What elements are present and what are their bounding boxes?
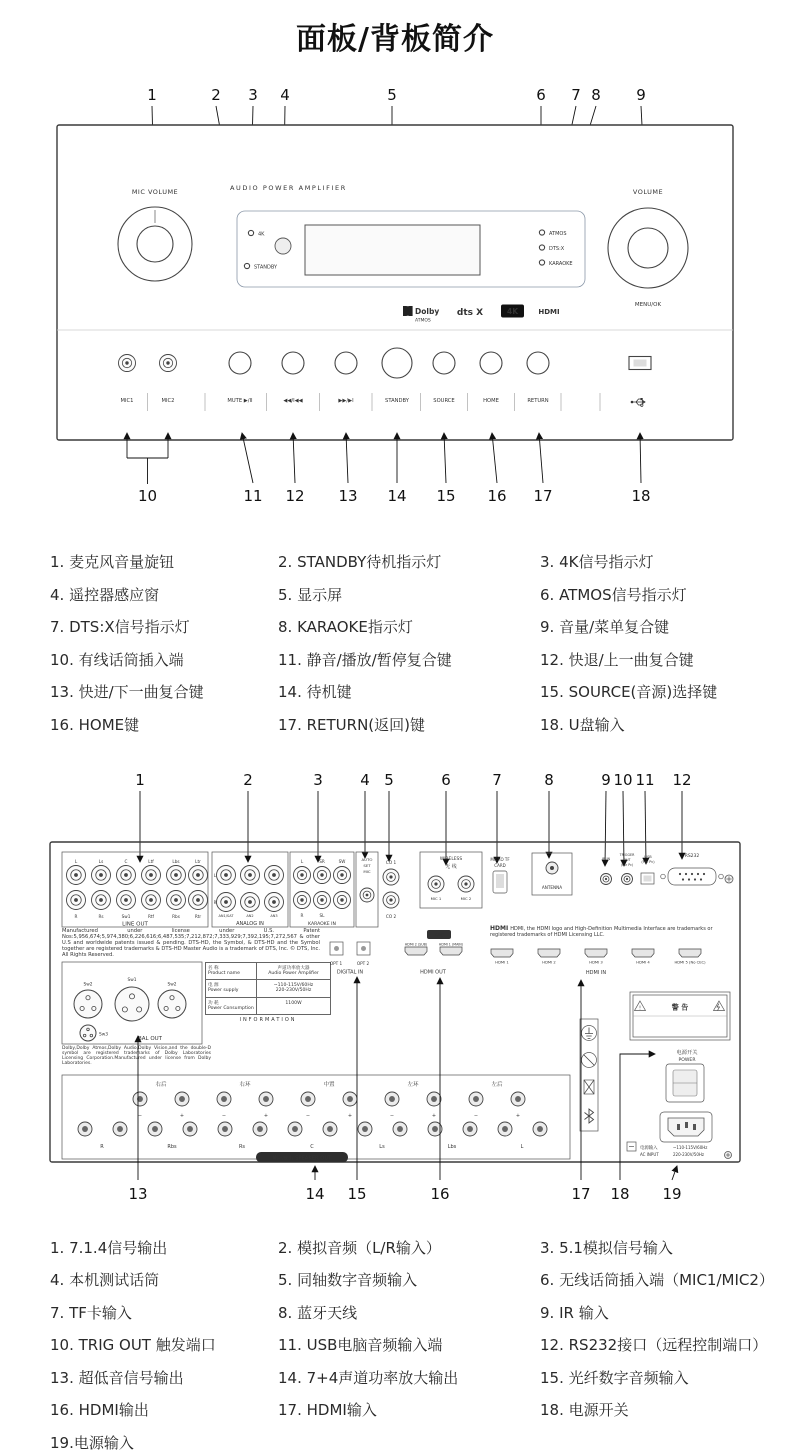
analog-in-section <box>212 852 288 927</box>
svg-text:左后: 左后 <box>491 1081 503 1088</box>
power-switch-section <box>666 1048 704 1102</box>
back-panel-svg <box>0 767 790 1227</box>
karaoke-in-jacks <box>294 866 351 908</box>
callout-n9: 9 <box>636 86 646 104</box>
svg-text:MIC: MIC <box>363 868 371 874</box>
callout-b2: 2 <box>243 770 253 789</box>
return-button <box>527 352 549 374</box>
svg-text:AN1/SAT: AN1/SAT <box>218 913 234 918</box>
hdmi-in-port <box>585 949 607 957</box>
callout-b18: 18 <box>610 1184 630 1203</box>
legend-item: 13. 超低音信号输出 <box>50 1368 184 1387</box>
svg-text:C: C <box>310 1143 314 1150</box>
remote-sensor-window <box>275 238 291 254</box>
svg-text:TRIGGER: TRIGGER <box>619 852 635 857</box>
legend-item: 5. 同轴数字音频输入 <box>278 1271 418 1289</box>
callout-b7: 7 <box>492 770 502 789</box>
svg-text:AN3: AN3 <box>270 913 278 918</box>
svg-text:Sw3: Sw3 <box>99 1032 108 1037</box>
legend-item: 9. IR 输入 <box>540 1303 609 1322</box>
legend-item: 7. TF卡输入 <box>50 1303 132 1322</box>
svg-text:KARAOKE: KARAOKE <box>549 261 573 267</box>
ground-icon <box>582 1025 597 1040</box>
svg-text:−: − <box>137 1112 143 1119</box>
auto-set-mic-jack <box>360 888 374 902</box>
hdmi-in-port <box>491 949 513 957</box>
svg-text:HDMI 1: HDMI 1 <box>495 960 509 964</box>
svg-text:OPT 2: OPT 2 <box>356 960 370 966</box>
legend-item: 12. 快退/上一曲复合键 <box>540 650 694 669</box>
svg-text:HDMI 3: HDMI 3 <box>589 960 603 964</box>
svg-text:−: − <box>389 1112 395 1119</box>
hdmi-in-port <box>538 949 560 957</box>
callout-b1: 1 <box>135 770 145 789</box>
svg-text:WIRELESS: WIRELESS <box>439 856 463 862</box>
svg-text:AN2: AN2 <box>246 913 254 918</box>
4k-indicator-led <box>248 230 253 235</box>
svg-text:−: − <box>473 1112 479 1119</box>
svg-text:C: C <box>124 858 128 864</box>
svg-text:右环: 右环 <box>239 1081 251 1088</box>
mute-play-button <box>229 352 251 374</box>
analog-in-jacks <box>217 865 284 911</box>
callout-n13: 13 <box>338 487 358 505</box>
svg-text:MIC 1: MIC 1 <box>430 895 442 901</box>
manual-page <box>0 14 790 1452</box>
bal-out-section <box>62 962 202 1044</box>
legend-item: 9. 音量/菜单复合键 <box>540 618 670 636</box>
svg-text:左环: 左环 <box>407 1081 419 1088</box>
svg-text:+: + <box>347 1112 353 1119</box>
svg-text:STANDBY: STANDBY <box>254 264 278 271</box>
prohibition-icon <box>582 1052 597 1067</box>
patent-text: Manufactured under license under U.S. Patent Nos:5,956,674;5,974,380;6,226,616;6,487,535;7,212,872;7,333,929;7,392,195;7,272,567 & other U.S and worldwide patents issued & pending. DTS-HD, the Symbol, & DTS-HD and the Symbol together are registered trademarks & DTS-HD Master Audio is a trademark of DTS, Inc. © DTS, Inc. All Rights Reserved. <box>62 927 320 958</box>
svg-text:L: L <box>300 858 304 864</box>
legend-item: 1. 麦克风音量旋钮 <box>50 553 175 571</box>
hdmi-out-port <box>440 947 462 955</box>
display-screen <box>305 225 480 275</box>
svg-text:OUT: OUT <box>623 857 631 862</box>
svg-text:HDMI 1 (MAIN): HDMI 1 (MAIN) <box>438 942 464 946</box>
page-title: 面板/背板简介 <box>296 22 494 57</box>
wireless-mic-section <box>420 852 482 908</box>
legend-item: 3. 4K信号指示灯 <box>540 553 654 571</box>
callout-b3: 3 <box>313 770 323 789</box>
callout-n16: 16 <box>487 487 507 505</box>
svg-text:MIC1: MIC1 <box>120 398 134 404</box>
front-panel-diagram <box>0 80 790 525</box>
legend-item: 19.电源输入 <box>50 1433 134 1452</box>
legend-item: 2. 模拟音频（L/R输入） <box>278 1238 441 1257</box>
svg-text:Rs: Rs <box>238 1143 246 1150</box>
back-legend <box>0 1237 790 1453</box>
lightning-triangle-icon <box>714 1001 725 1011</box>
svg-text:Rbs: Rbs <box>167 1143 177 1150</box>
svg-text:+: + <box>431 1112 437 1119</box>
callout-n5: 5 <box>387 86 397 104</box>
svg-text:Ltr: Ltr <box>195 858 201 864</box>
svg-text:警 告: 警 告 <box>671 1003 689 1011</box>
coaxial-section <box>383 860 399 919</box>
callout-n18: 18 <box>631 487 651 505</box>
svg-text:CO 2: CO 2 <box>385 913 397 919</box>
svg-text:Rtr: Rtr <box>194 913 202 919</box>
svg-text:HDMI 5 (No CEC): HDMI 5 (No CEC) <box>674 960 706 964</box>
information-table: 名 称 Product name 声道功率放大器 Audio Power Amplifier 电 源 Power supply ~110-115V/60Hz 220-230V/50Hz 功 耗 Power Consumption 1100W INFORMATION <box>205 962 331 1024</box>
front-legend <box>0 551 790 735</box>
digital-in-section <box>330 942 370 976</box>
svg-text:Lbs: Lbs <box>172 858 180 864</box>
bal-out-xlr <box>74 987 186 1041</box>
callout-n3: 3 <box>248 86 258 104</box>
svg-text:(For Pc): (For Pc) <box>641 859 655 864</box>
svg-text:喇叭输出 SPEAKER OUT: 喇叭输出 SPEAKER OUT <box>272 1155 332 1161</box>
speaker-posts-row2 <box>78 1122 547 1136</box>
svg-text:MIC2: MIC2 <box>161 398 175 404</box>
svg-text:HDMI 2 (SUB): HDMI 2 (SUB) <box>404 942 428 946</box>
svg-text:MIC 2: MIC 2 <box>460 895 472 901</box>
dolby-logo: Dolby <box>415 307 440 316</box>
svg-text:Sw1: Sw1 <box>121 913 131 919</box>
callout-n2: 2 <box>211 86 221 104</box>
hdmi-logo: HDMI <box>490 924 509 932</box>
legend-item: 4. 遥控器感应窗 <box>50 585 160 604</box>
svg-text:SOURCE: SOURCE <box>433 398 455 404</box>
tf-card-slot-inner <box>496 874 504 888</box>
karaoke-indicator-led <box>539 260 544 265</box>
svg-text:Ls: Ls <box>98 858 104 864</box>
svg-text:−: − <box>221 1112 227 1119</box>
callout-n8: 8 <box>591 86 601 104</box>
callout-n4: 4 <box>280 86 290 104</box>
legend-item: 14. 待机键 <box>278 683 352 701</box>
svg-text:RETURN: RETURN <box>527 398 549 404</box>
home-button <box>480 352 502 374</box>
callout-b12: 12 <box>672 770 692 789</box>
ac-inlet-section <box>627 1112 712 1157</box>
legend-item: 8. 蓝牙天线 <box>278 1303 358 1322</box>
svg-text:MENU/OK: MENU/OK <box>634 302 662 308</box>
svg-text:右后: 右后 <box>155 1081 167 1088</box>
svg-text:POWER: POWER <box>678 1057 696 1063</box>
legend-item: 14. 7+4声道功率放大输出 <box>278 1368 459 1387</box>
hdmi-in-section <box>491 949 706 976</box>
svg-text:ANTENNA: ANTENNA <box>541 884 563 890</box>
svg-text:MICRO TF: MICRO TF <box>490 856 510 862</box>
back-callouts-bottom <box>128 977 681 1203</box>
svg-text:SW: SW <box>338 858 346 864</box>
crossed-box-icon <box>584 1080 594 1094</box>
svg-text:HDMI IN: HDMI IN <box>585 969 607 976</box>
amp-title: AUDIO POWER AMPLIFIER <box>230 184 347 192</box>
svg-text:USB: USB <box>644 854 652 859</box>
callout-n17: 17 <box>533 487 553 505</box>
callout-b16: 16 <box>430 1184 450 1203</box>
callout-b14: 14 <box>305 1184 325 1203</box>
legend-item: 5. 显示屏 <box>278 585 343 604</box>
svg-text:LINE OUT: LINE OUT <box>122 921 148 927</box>
legend-item: 10. 有线话筒插入端 <box>50 650 184 669</box>
svg-text:▶▶/▶I: ▶▶/▶I <box>338 398 354 404</box>
svg-text:L: L <box>213 872 217 878</box>
svg-text:4K: 4K <box>258 231 265 238</box>
svg-text:Sw1: Sw1 <box>127 977 137 983</box>
legend-item: 1. 7.1.4信号输出 <box>50 1238 168 1257</box>
hdmi-in-port <box>679 949 701 957</box>
svg-text:◀◀/I◀◀: ◀◀/I◀◀ <box>283 398 303 404</box>
legend-item: 10. TRIG OUT 触发端口 <box>50 1336 216 1354</box>
svg-text:MIC VOLUME: MIC VOLUME <box>131 188 179 196</box>
svg-text:R: R <box>213 899 217 905</box>
svg-text:中置: 中置 <box>323 1081 335 1088</box>
svg-text:CARD: CARD <box>494 862 506 868</box>
dts-logo: dts X <box>456 308 484 318</box>
svg-text:SET: SET <box>363 862 371 868</box>
svg-text:ATMOS: ATMOS <box>549 231 567 237</box>
callout-n7: 7 <box>571 86 581 104</box>
usb-port-inner <box>634 360 647 367</box>
svg-text:VOLUME: VOLUME <box>632 188 664 196</box>
svg-text:MUTE ▶/II: MUTE ▶/II <box>227 398 253 404</box>
svg-text:L: L <box>74 858 78 864</box>
back-panel-diagram <box>0 767 790 1227</box>
antenna-section <box>532 853 572 895</box>
tf-card-section <box>490 857 510 893</box>
legend-item: 6. ATMOS信号指示灯 <box>540 585 687 604</box>
legend-item: 4. 本机测试话筒 <box>50 1271 160 1289</box>
legend-item: 11. USB电脑音频输入端 <box>278 1336 443 1354</box>
svg-text:AUTO: AUTO <box>361 856 373 862</box>
legend-item: 15. SOURCE(音源)选择键 <box>540 683 718 701</box>
legend-item: 3. 5.1模拟信号输入 <box>540 1238 673 1257</box>
callout-b13: 13 <box>128 1184 148 1203</box>
dolby-license-text: Dolby,Dolby Atmos,Dolby Audio,Dolby Vision,and the double-D symbol are registered trademarks of Dolby Laboratories Licensing Corporation.Manufactured under license from Dolby Laboratories. <box>62 1045 211 1067</box>
callout-n15: 15 <box>436 487 456 505</box>
legend-item: 15. 光纤数字音频输入 <box>540 1368 689 1387</box>
legend-item: 13. 快进/下一曲复合键 <box>50 683 204 701</box>
standby-indicator-led <box>244 263 249 268</box>
svg-text:ARC: ARC <box>434 932 444 938</box>
wireless-mic-jacks <box>428 876 474 892</box>
legend-item: 11. 静音/播放/暂停复合键 <box>278 650 452 669</box>
callout-b5: 5 <box>384 770 394 789</box>
legend-item: 16. HOME键 <box>50 715 140 734</box>
callout-b17: 17 <box>571 1184 591 1203</box>
legend-item: 18. 电源开关 <box>540 1401 629 1419</box>
svg-text:无 线: 无 线 <box>445 863 457 870</box>
svg-text:+: + <box>263 1112 269 1119</box>
callout-b9: 9 <box>601 770 611 789</box>
svg-text:~110-115V/60Hz: ~110-115V/60Hz <box>673 1144 708 1150</box>
callout-n6: 6 <box>536 86 546 104</box>
speaker-posts-row1 <box>133 1092 525 1106</box>
svg-text:STANDBY: STANDBY <box>385 398 409 404</box>
line-out-jacks <box>67 865 208 909</box>
svg-text:Rtf: Rtf <box>147 913 155 919</box>
legend-item: 8. KARAOKE指示灯 <box>278 618 413 636</box>
callout-n12: 12 <box>285 487 305 505</box>
svg-text:L: L <box>520 1143 524 1150</box>
ir-trigger-jacks <box>601 873 633 884</box>
svg-text:R: R <box>300 912 304 918</box>
karaoke-in-section <box>290 852 354 927</box>
svg-text:4K: 4K <box>506 307 519 316</box>
line-out-section <box>62 852 208 928</box>
callout-n1: 1 <box>147 86 157 104</box>
svg-text:电源开关: 电源开关 <box>676 1049 698 1056</box>
svg-text:R: R <box>100 1143 104 1150</box>
hdmi-trademark-text: HDMI HDMI, the HDMI logo and High-Definition Multimedia Interface are trademarks or registered trademarks of HDMI Licensing LLC. <box>490 924 713 938</box>
svg-text:Sw2: Sw2 <box>167 982 177 987</box>
svg-text:ANALOG IN: ANALOG IN <box>236 920 264 927</box>
callout-b10: 10 <box>613 770 633 789</box>
callout-b19: 19 <box>662 1184 682 1203</box>
hdmi-out-port <box>405 947 427 955</box>
callout-b15: 15 <box>347 1184 367 1203</box>
svg-text:AC INPUT: AC INPUT <box>640 1151 659 1157</box>
svg-text:Ltf: Ltf <box>148 858 154 864</box>
safety-icons-strip <box>580 1019 598 1131</box>
coaxial-jacks <box>383 869 399 908</box>
svg-text:SL: SL <box>319 912 325 918</box>
callout-b8: 8 <box>544 770 554 789</box>
callout-n11: 11 <box>243 487 263 505</box>
svg-text:HOME: HOME <box>483 398 499 404</box>
next-button <box>335 352 357 374</box>
svg-text:Ls: Ls <box>379 1143 385 1150</box>
legend-item: 6. 无线话筒插入端（MIC1/MIC2） <box>540 1271 774 1289</box>
svg-text:!: ! <box>638 1005 642 1011</box>
svg-text:Lbs: Lbs <box>447 1143 457 1150</box>
legend-item: 2. STANDBY待机指示灯 <box>278 553 442 571</box>
front-panel <box>57 125 733 440</box>
dtsx-indicator-led <box>539 245 544 250</box>
legend-item: 7. DTS:X信号指示灯 <box>50 618 190 636</box>
svg-text:+: + <box>515 1112 521 1119</box>
warning-box <box>630 992 730 1040</box>
svg-text:Rbs: Rbs <box>172 913 180 919</box>
control-ports-section <box>601 853 656 885</box>
svg-text:220-230V/50Hz: 220-230V/50Hz <box>673 1151 704 1157</box>
callout-n10: 10 <box>137 487 158 505</box>
svg-text:BAL OUT: BAL OUT <box>137 1035 163 1042</box>
legend-item: 17. RETURN(返回)键 <box>278 715 426 734</box>
standby-button <box>382 348 412 378</box>
rs232-port <box>668 868 716 885</box>
svg-text:DIGITAL IN: DIGITAL IN <box>336 969 364 975</box>
legend-item: 12. RS232接口（远程控制端口） <box>540 1336 768 1354</box>
hdmi-logo: HDMI <box>538 308 560 316</box>
atmos-indicator-led <box>539 230 544 235</box>
screws <box>725 875 734 1159</box>
svg-text:RS232: RS232 <box>684 853 700 859</box>
prev-button <box>282 352 304 374</box>
callout-b11: 11 <box>635 770 655 789</box>
svg-text:KARAOKE IN: KARAOKE IN <box>308 921 336 927</box>
legend-item: 18. U盘输入 <box>540 715 625 734</box>
bluetooth-icon <box>585 1109 594 1123</box>
callout-b4: 4 <box>360 770 370 789</box>
svg-text:IR IN: IR IN <box>601 856 611 861</box>
svg-text:电源输入: 电源输入 <box>640 1145 658 1151</box>
back-panel <box>50 842 740 1163</box>
auto-set-mic-section <box>356 852 378 927</box>
callout-b6: 6 <box>441 770 451 789</box>
source-button <box>433 352 455 374</box>
legend-item: 16. HDMI输出 <box>50 1401 149 1419</box>
legend-item: 17. HDMI输入 <box>278 1401 377 1419</box>
front-callouts-bottom <box>127 433 651 505</box>
hdmi-in-port <box>632 949 654 957</box>
rs232-section <box>661 853 724 885</box>
svg-text:HDMI 2: HDMI 2 <box>542 960 556 964</box>
svg-text:HDMI OUT: HDMI OUT <box>420 969 446 975</box>
hdmi-out-section <box>405 930 463 976</box>
svg-text:HDMI 4: HDMI 4 <box>636 960 650 964</box>
svg-text:ATMOS: ATMOS <box>415 318 431 324</box>
callout-n14: 14 <box>387 487 407 505</box>
svg-text:OPT 1: OPT 1 <box>329 960 343 966</box>
svg-text:R: R <box>74 913 78 919</box>
svg-text:Sw2: Sw2 <box>83 982 93 987</box>
svg-text:+: + <box>179 1112 185 1119</box>
svg-text:Rs: Rs <box>98 913 104 919</box>
svg-text:−: − <box>305 1112 311 1119</box>
svg-text:CO 1: CO 1 <box>385 859 397 865</box>
svg-text:(For Pc): (For Pc) <box>620 862 634 867</box>
svg-text:DTS:X: DTS:X <box>549 246 565 252</box>
svg-text:SR: SR <box>319 858 325 864</box>
